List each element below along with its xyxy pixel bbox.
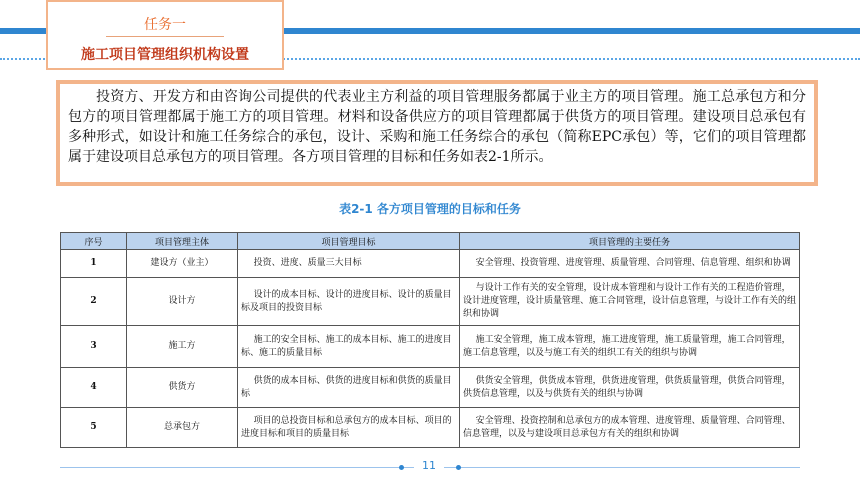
row-goal: 设计的成本目标、设计的进度目标、设计的质量目标及项目的投资目标 <box>238 278 460 326</box>
table-row <box>61 326 800 368</box>
task-title-box <box>46 0 284 70</box>
footer-dot-right <box>456 465 461 470</box>
task-label-underline <box>106 36 224 37</box>
row-tasks: 安全管理、投资控制和总承包方的成本管理、进度管理、质量管理、合同管理、信息管理，以及与建设项目总承包方有关的组织和协调 <box>460 408 800 448</box>
row-tasks: 安全管理、投资管理、进度管理、质量管理、合同管理、信息管理、组织和协调 <box>460 250 800 278</box>
row-tasks: 与设计工作有关的安全管理，设计成本管理和与设计工作有关的工程造价管理，设计进度管理，设计质量管理、施工合同管理，设计信息管理，与设计工作有关的组织和协调 <box>460 278 800 326</box>
table-row <box>61 408 800 448</box>
row-goal: 项目的总投资目标和总承包方的成本目标、项目的进度目标和项目的质量目标 <box>238 408 460 448</box>
table-row <box>61 368 800 408</box>
task-label: 任务一 <box>144 17 186 33</box>
row-subject: 设计方 <box>127 278 238 326</box>
column-header-tasks: 项目管理的主要任务 <box>460 233 800 250</box>
row-tasks: 施工安全管理，施工成本管理，施工进度管理，施工质量管理，施工合同管理，施工信息管理，以及与施工有关的组织工有关的组织与协调 <box>460 326 800 368</box>
row-goal: 供货的成本目标、供货的进度目标和供货的质量目标 <box>238 368 460 408</box>
table-caption: 表2-1 各方项目管理的目标和任务 <box>339 202 521 216</box>
intro-paragraph: 投资方、开发方和由咨询公司提供的代表业主方利益的项目管理服务都属于业主方的项目管理。施工总承包方和分包方的项目管理都属于施工方的项目管理。材料和设备供应方的项目管理都属于供货方的项目管理。建设项目总承包有多种形式，如设计和施工任务综合的承包，设计、采购和施工任务综合的承包（简称EPC承包）等，它们的项目管理都属于建设项目总承包方的项目管理。各方项目管理的目标和任务如表2-1所示。 <box>56 80 818 186</box>
row-number: 2 <box>61 278 127 326</box>
row-number: 1 <box>61 250 127 278</box>
row-subject: 施工方 <box>127 326 238 368</box>
goals-tasks-table <box>60 232 800 448</box>
column-header-subject: 项目管理主体 <box>127 233 238 250</box>
table-row <box>61 278 800 326</box>
page-title: 施工项目管理组织机构设置 <box>81 47 249 63</box>
row-number: 3 <box>61 326 127 368</box>
column-header-goal: 项目管理目标 <box>238 233 460 250</box>
row-subject: 建设方（业主） <box>127 250 238 278</box>
row-tasks: 供货安全管理，供货成本管理，供货进度管理，供货质量管理，供货合同管理，供货信息管理，以及与供货有关的组织与协调 <box>460 368 800 408</box>
row-subject: 总承包方 <box>127 408 238 448</box>
row-goal: 施工的安全目标、施工的成本目标、施工的进度目标、施工的质量目标 <box>238 326 460 368</box>
page-number: 11 <box>414 459 444 475</box>
table-header-row <box>61 233 800 250</box>
row-subject: 供货方 <box>127 368 238 408</box>
footer-dot-left <box>399 465 404 470</box>
column-header-no: 序号 <box>61 233 127 250</box>
row-goal: 投资、进度、质量三大目标 <box>238 250 460 278</box>
row-number: 5 <box>61 408 127 448</box>
row-number: 4 <box>61 368 127 408</box>
table-row <box>61 250 800 278</box>
